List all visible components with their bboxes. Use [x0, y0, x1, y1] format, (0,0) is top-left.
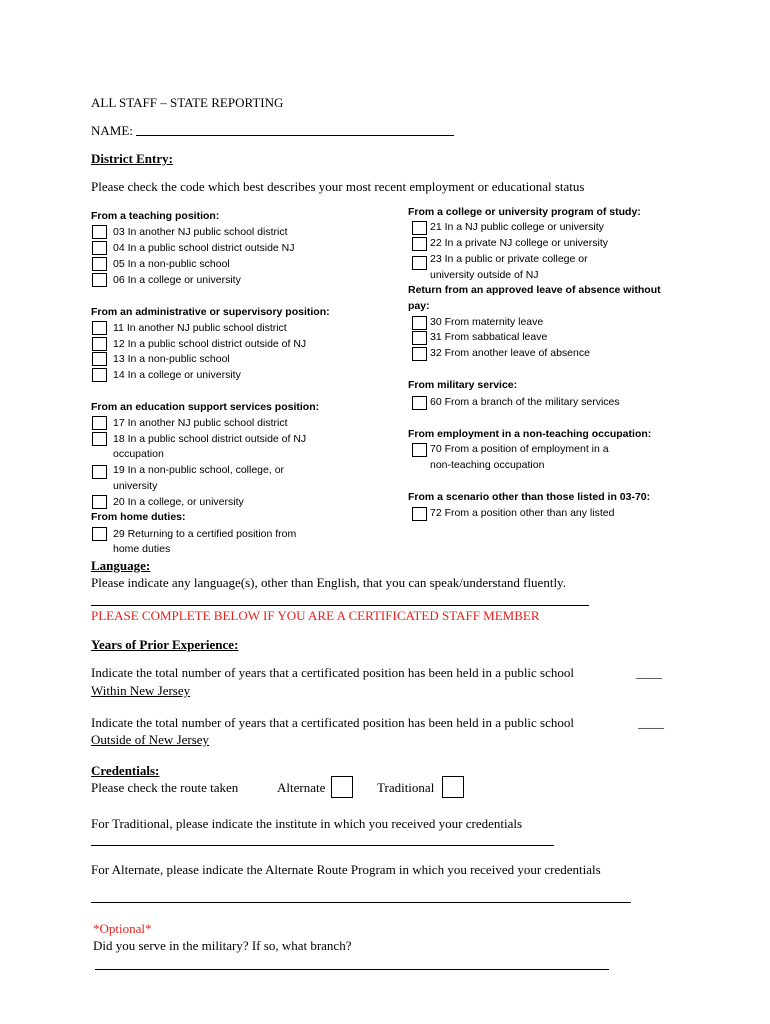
- option-17-label: 17 In another NJ public school district: [113, 417, 288, 429]
- name-field[interactable]: [136, 135, 454, 136]
- checkbox-31[interactable]: [412, 331, 427, 345]
- option-20-label: 20 In a college, or university: [113, 496, 244, 508]
- option-31-label: 31 From sabbatical leave: [430, 331, 548, 343]
- checkbox-60[interactable]: [412, 396, 427, 410]
- checkbox-11[interactable]: [92, 321, 107, 335]
- option-18-label-cont: occupation: [113, 448, 164, 460]
- checkbox-19[interactable]: [92, 465, 107, 479]
- alternate-prompt: For Alternate, please indicate the Alternate Route Program in which you received your credentials: [91, 862, 601, 877]
- language-instruction: Please indicate any language(s), other than English, that you can speak/understand fluently.: [91, 575, 566, 590]
- alternate-label: Alternate: [277, 780, 326, 795]
- language-field[interactable]: [91, 605, 589, 606]
- option-18-label: 18 In a public school district outside of NJ: [113, 433, 307, 445]
- experience-q2: Indicate the total number of years that a certificated position has been held in a public school: [91, 715, 574, 730]
- checkbox-22[interactable]: [412, 237, 427, 251]
- checkbox-12[interactable]: [92, 337, 107, 351]
- form-title: ALL STAFF – STATE REPORTING: [91, 95, 284, 110]
- experience-q1-scope: Within New Jersey: [91, 683, 191, 698]
- experience-q2-scope: Outside of New Jersey: [91, 732, 210, 747]
- option-22-label: 22 In a private NJ college or university: [430, 237, 609, 249]
- language-heading: Language:: [91, 558, 151, 573]
- district-entry-heading: District Entry:: [91, 151, 173, 166]
- option-29-label: 29 Returning to a certified position from: [113, 528, 297, 540]
- credentials-heading: Credentials:: [91, 763, 160, 778]
- checkbox-30[interactable]: [412, 316, 427, 330]
- traditional-institute-field[interactable]: [91, 845, 554, 846]
- checkbox-21[interactable]: [412, 221, 427, 235]
- checkbox-17[interactable]: [92, 416, 107, 430]
- experience-heading: Years of Prior Experience:: [91, 637, 239, 652]
- traditional-checkbox[interactable]: [442, 776, 464, 798]
- option-11-label: 11 In another NJ public school district: [113, 322, 287, 334]
- checkbox-23[interactable]: [412, 256, 427, 270]
- traditional-label: Traditional: [377, 780, 435, 795]
- option-13-label: 13 In a non-public school: [113, 353, 230, 365]
- checkbox-14[interactable]: [92, 368, 107, 382]
- option-29-label-cont: home duties: [113, 543, 171, 555]
- option-12-label: 12 In a public school district outside of NJ: [113, 338, 307, 350]
- option-03-label: 03 In another NJ public school district: [113, 226, 288, 238]
- option-21-label: 21 In a NJ public college or university: [430, 221, 604, 233]
- checkbox-72[interactable]: [412, 507, 427, 521]
- checkbox-04[interactable]: [92, 241, 107, 255]
- option-05-label: 05 In a non-public school: [113, 258, 230, 270]
- option-14-label: 14 In a college or university: [113, 369, 241, 381]
- option-32-label: 32 From another leave of absence: [430, 347, 590, 359]
- leave-heading: Return from an approved leave of absence without: [408, 284, 661, 296]
- teaching-heading: From a teaching position:: [91, 210, 220, 222]
- experience-q1-field[interactable]: ____: [636, 665, 662, 680]
- checkbox-70[interactable]: [412, 443, 427, 457]
- certificated-notice: PLEASE COMPLETE BELOW IF YOU ARE A CERTIFICATED STAFF MEMBER: [91, 608, 540, 623]
- credentials-instruction: Please check the route taken: [91, 780, 239, 795]
- checkbox-13[interactable]: [92, 352, 107, 366]
- district-entry-instruction: Please check the code which best describes your most recent employment or educational status: [91, 179, 585, 194]
- option-04-label: 04 In a public school district outside NJ: [113, 242, 295, 254]
- option-23-label-cont: university outside of NJ: [430, 269, 539, 281]
- home-heading: From home duties:: [91, 511, 186, 523]
- military-branch-field[interactable]: [95, 969, 609, 970]
- experience-q2-field[interactable]: ____: [638, 715, 664, 730]
- option-30-label: 30 From maternity leave: [430, 316, 544, 328]
- alternate-checkbox[interactable]: [331, 776, 353, 798]
- optional-label: *Optional*: [93, 921, 152, 936]
- admin-heading: From an administrative or supervisory position:: [91, 306, 330, 318]
- experience-q1: Indicate the total number of years that a certificated position has been held in a public school: [91, 665, 574, 680]
- alternate-program-field[interactable]: [91, 902, 631, 903]
- option-72-label: 72 From a position other than any listed: [430, 507, 615, 519]
- military-question: Did you serve in the military? If so, what branch?: [93, 938, 352, 953]
- college-heading: From a college or university program of study:: [408, 206, 641, 218]
- checkbox-18[interactable]: [92, 432, 107, 446]
- option-19-label-cont: university: [113, 480, 158, 492]
- option-06-label: 06 In a college or university: [113, 274, 241, 286]
- checkbox-03[interactable]: [92, 225, 107, 239]
- nonteaching-heading: From employment in a non-teaching occupation:: [408, 428, 652, 440]
- name-label: NAME:: [91, 123, 133, 138]
- option-60-label: 60 From a branch of the military services: [430, 396, 620, 408]
- checkbox-20[interactable]: [92, 495, 107, 509]
- option-70-label: 70 From a position of employment in a: [430, 443, 609, 455]
- checkbox-05[interactable]: [92, 257, 107, 271]
- checkbox-06[interactable]: [92, 273, 107, 287]
- traditional-prompt: For Traditional, please indicate the institute in which you received your credentials: [91, 816, 523, 831]
- support-heading: From an education support services position:: [91, 401, 320, 413]
- option-70-label-cont: non-teaching occupation: [430, 459, 545, 471]
- checkbox-29[interactable]: [92, 527, 107, 541]
- other-heading: From a scenario other than those listed in 03-70:: [408, 491, 651, 503]
- leave-heading-cont: pay:: [408, 300, 430, 312]
- option-23-label: 23 In a public or private college or: [430, 253, 588, 265]
- checkbox-32[interactable]: [412, 347, 427, 361]
- military-heading: From military service:: [408, 379, 518, 391]
- option-19-label: 19 In a non-public school, college, or: [113, 464, 285, 476]
